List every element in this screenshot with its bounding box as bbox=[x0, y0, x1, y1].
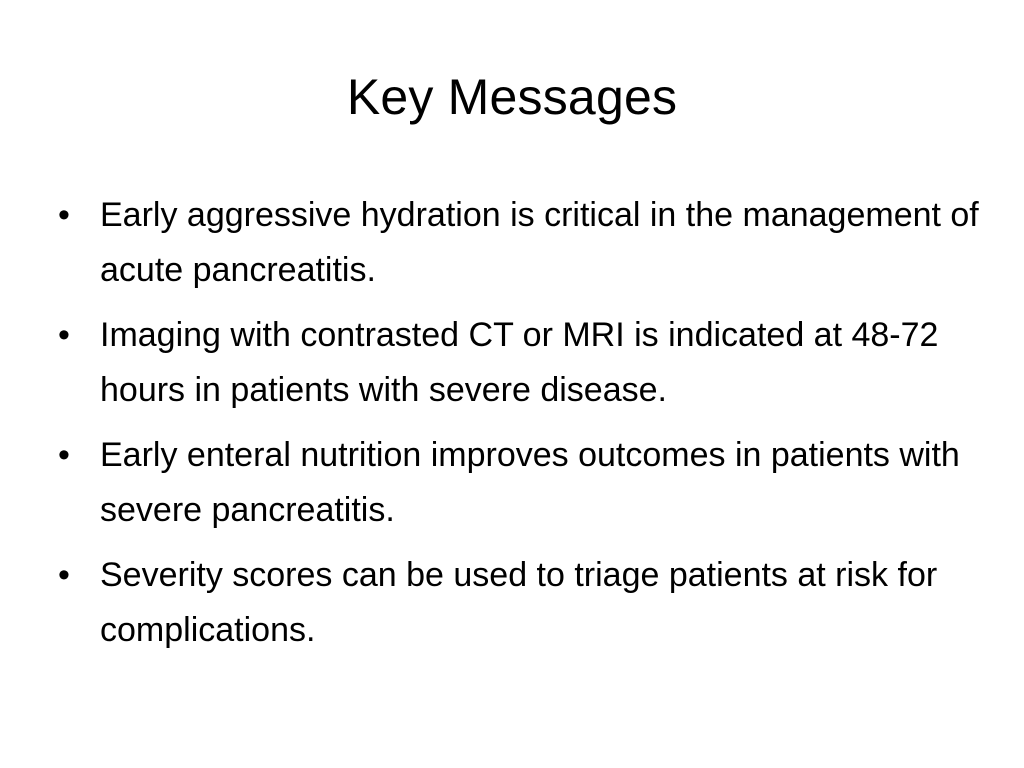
bullet-list bbox=[58, 188, 988, 668]
bullet-text: Early aggressive hydration is critical in the management of acute pancreatitis. bbox=[100, 196, 979, 289]
bullet-item bbox=[58, 548, 988, 658]
bullet-item bbox=[58, 308, 988, 418]
bullet-icon: • bbox=[58, 556, 70, 594]
bullet-text: Severity scores can be used to triage patients at risk for complications. bbox=[100, 556, 938, 649]
bullet-text: Imaging with contrasted CT or MRI is indicated at 48-72 hours in patients with severe disease. bbox=[100, 316, 939, 409]
bullet-item bbox=[58, 428, 988, 538]
bullet-icon: • bbox=[58, 196, 70, 234]
bullet-item bbox=[58, 188, 988, 298]
bullet-icon: • bbox=[58, 316, 70, 354]
slide-title: Key Messages bbox=[346, 69, 678, 125]
bullet-icon: • bbox=[58, 436, 70, 474]
bullet-text: Early enteral nutrition improves outcomes in patients with severe pancreatitis. bbox=[100, 436, 960, 529]
